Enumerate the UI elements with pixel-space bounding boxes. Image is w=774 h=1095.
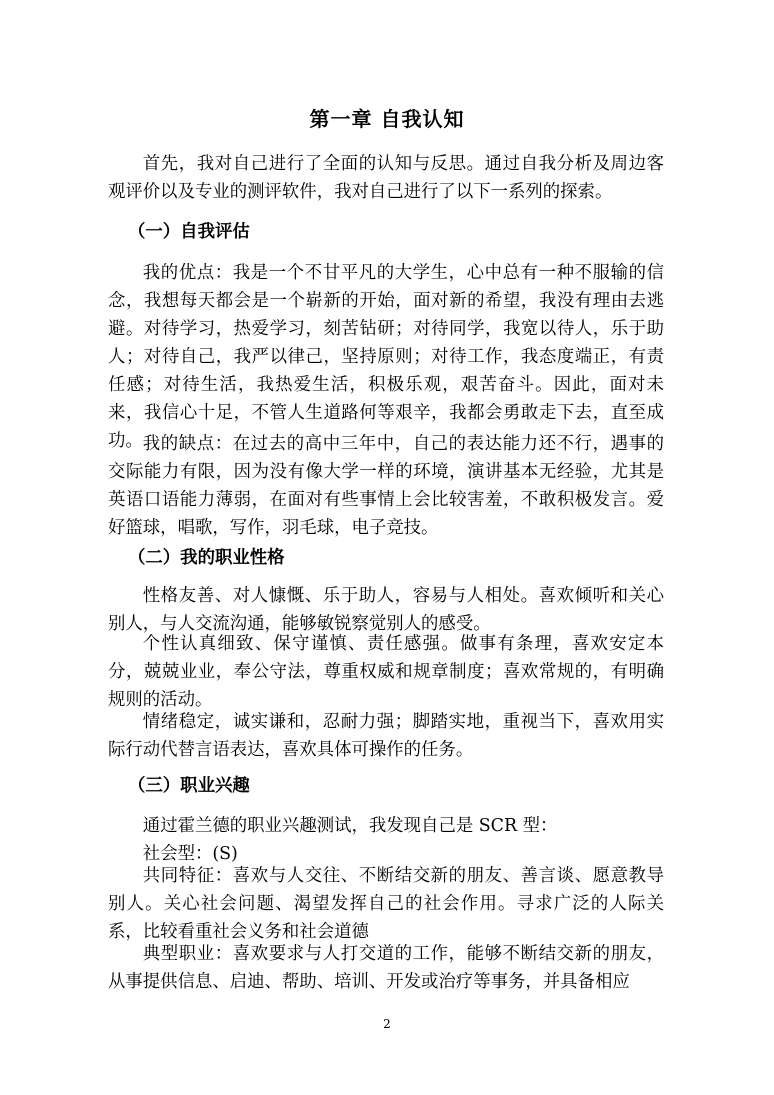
common-features-paragraph: 共同特征：喜欢与人交往、不断结交新的朋友、善言谈、愿意教导别人。关心社会问题、渴望发挥自己的社会作用。寻求广泛的人际关系，比较看重社会义务和社会道德 (108, 866, 664, 942)
personality-paragraph-1: 性格友善、对人慷慨、乐于助人，容易与人相处。喜欢倾听和关心别人，与人交流沟通，能够敏锐察觉别人的感受。 (108, 586, 664, 634)
section-heading-career-interest: （三）职业兴趣 (128, 776, 250, 796)
section-heading-career-personality: （二）我的职业性格 (128, 548, 285, 568)
intro-paragraph: 首先，我对自己进行了全面的认知与反思。通过自我分析及周边客观评价以及专业的测评软件，我对自己进行了以下一系列的探索。 (108, 154, 664, 202)
personality-paragraph-2: 个性认真细致、保守谨慎、责任感强。做事有条理，喜欢安定本分，兢兢业业，奉公守法，尊重权威和规章制度；喜欢常规的，有明确规则的活动。 (108, 634, 664, 710)
weaknesses-paragraph: 我的缺点：在过去的高中三年中，自己的表达能力还不行，遇事的交际能力有限，因为没有像大学一样的环境，演讲基本无经验，尤其是英语口语能力薄弱，在面对有些事情上会比较害羞，不敢积极发言。爱好篮球，唱歌，写作，羽毛球，电子竞技。 (108, 434, 664, 538)
personality-paragraph-3: 情绪稳定，诚实谦和，忍耐力强；脚踏实地，重视当下，喜欢用实际行动代替言语表达，喜欢具体可操作的任务。 (108, 712, 664, 760)
social-type-line: 社会型：(S) (142, 844, 238, 864)
page-number: 2 (383, 1017, 391, 1031)
chapter-title: 第一章 自我认知 (309, 107, 465, 131)
typical-careers-paragraph: 典型职业：喜欢要求与人打交道的工作，能够不断结交新的朋友，从事提供信息、启迪、帮助、培训、开发或治疗等事务，并具备相应 (108, 944, 664, 992)
interest-test-paragraph: 通过霍兰德的职业兴趣测试，我发现自己是 SCR 型： (142, 816, 558, 836)
section-heading-self-assessment: （一）自我评估 (128, 222, 250, 242)
strengths-paragraph: 我的优点：我是一个不甘平凡的大学生，心中总有一种不服输的信念，我想每天都会是一个崭新的开始，面对新的希望，我没有理由去逃避。对待学习，热爱学习，刻苦钻研；对待同学，我宽以待人，乐于助人；对待自己，我严以律己，坚持原则；对待工作，我态度端正，有责任感；对待生活，我热爱生活，积极乐观，艰苦奋斗。因此，面对未来，我信心十足，不管人生道路何等艰辛，我都会勇敢走下去，直至成功。 (108, 263, 664, 451)
